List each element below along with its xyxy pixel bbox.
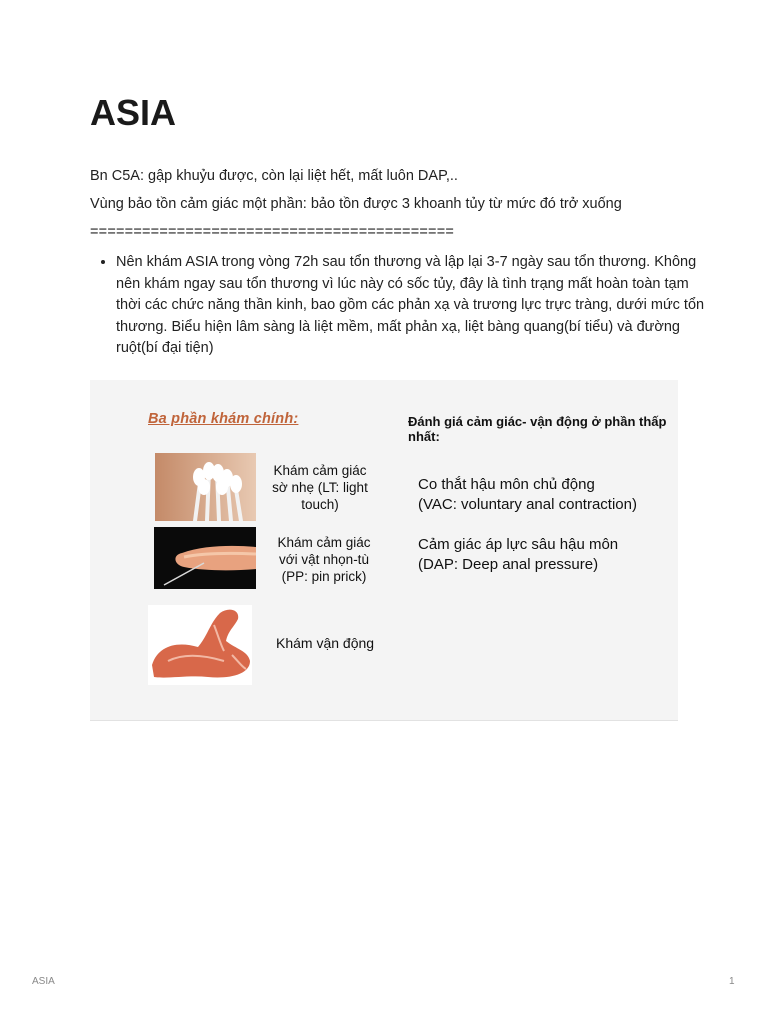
slide-heading-lowest-segment: Đánh giá cảm giác- vận động ở phần thấp nhất: (408, 414, 667, 444)
assessment-line: Cảm giác áp lực sâu hậu môn (418, 536, 619, 553)
assessment-dap (418, 535, 618, 575)
paragraph-c5a: Bn C5A: gập khuỷu được, còn lại liệt hết, mất luôn DAP,.. (90, 168, 458, 184)
caption-line: Khám cảm giác (273, 463, 367, 478)
separator-line: ========================================== (90, 224, 455, 240)
cotton-swab-picture (155, 453, 256, 521)
arm-muscle-picture (148, 605, 252, 685)
caption-line: Khám cảm giác (277, 535, 371, 550)
assessment-line: Co thắt hậu môn chủ động (418, 476, 595, 493)
bullet-list (90, 252, 706, 360)
pin-prick-picture (154, 527, 256, 589)
page-number: 1 (729, 976, 735, 987)
paragraph-sensory-zone: Vùng bảo tồn cảm giác một phần: bảo tồn được 3 khoanh tủy từ mức đó trở xuống (90, 196, 622, 212)
exam-slide-image (90, 380, 678, 721)
caption-line: với vật nhọn-tù (279, 552, 369, 567)
assessment-vac (418, 475, 637, 515)
assessment-line: (VAC: voluntary anal contraction) (418, 496, 637, 513)
slide-heading-main-parts: Ba phần khám chính: (148, 411, 299, 427)
caption-line: (PP: pin prick) (281, 569, 367, 584)
exam-motor-caption (276, 635, 374, 652)
caption-line: Khám vận động (276, 635, 375, 651)
page-title: ASIA (90, 92, 177, 133)
exam-light-touch-caption (250, 462, 390, 513)
assessment-line: (DAP: Deep anal pressure) (418, 556, 599, 573)
caption-line: touch) (301, 497, 339, 512)
bullet-item: • Nên khám ASIA trong vòng 72h sau tổn thương và lập lại 3-7 ngày sau tổn thương. Không nên khám ngay sau tổn thương vì lúc này có sốc tủy, đây là tình trạng mất hoàn toàn tạm thời các chức năng thần kinh, bao gồm các phản xạ và trương lực trực tràng, dưới mức tổn thương. Biểu hiện lâm sàng là liệt mềm, mất phản xạ, liệt bàng quang(bí tiểu) và đường ruột(bí đại tiện) (116, 252, 706, 360)
exam-pin-prick-caption (268, 534, 380, 585)
caption-line: sờ nhẹ (LT: light (272, 480, 368, 495)
footer-title: ASIA (32, 976, 55, 987)
